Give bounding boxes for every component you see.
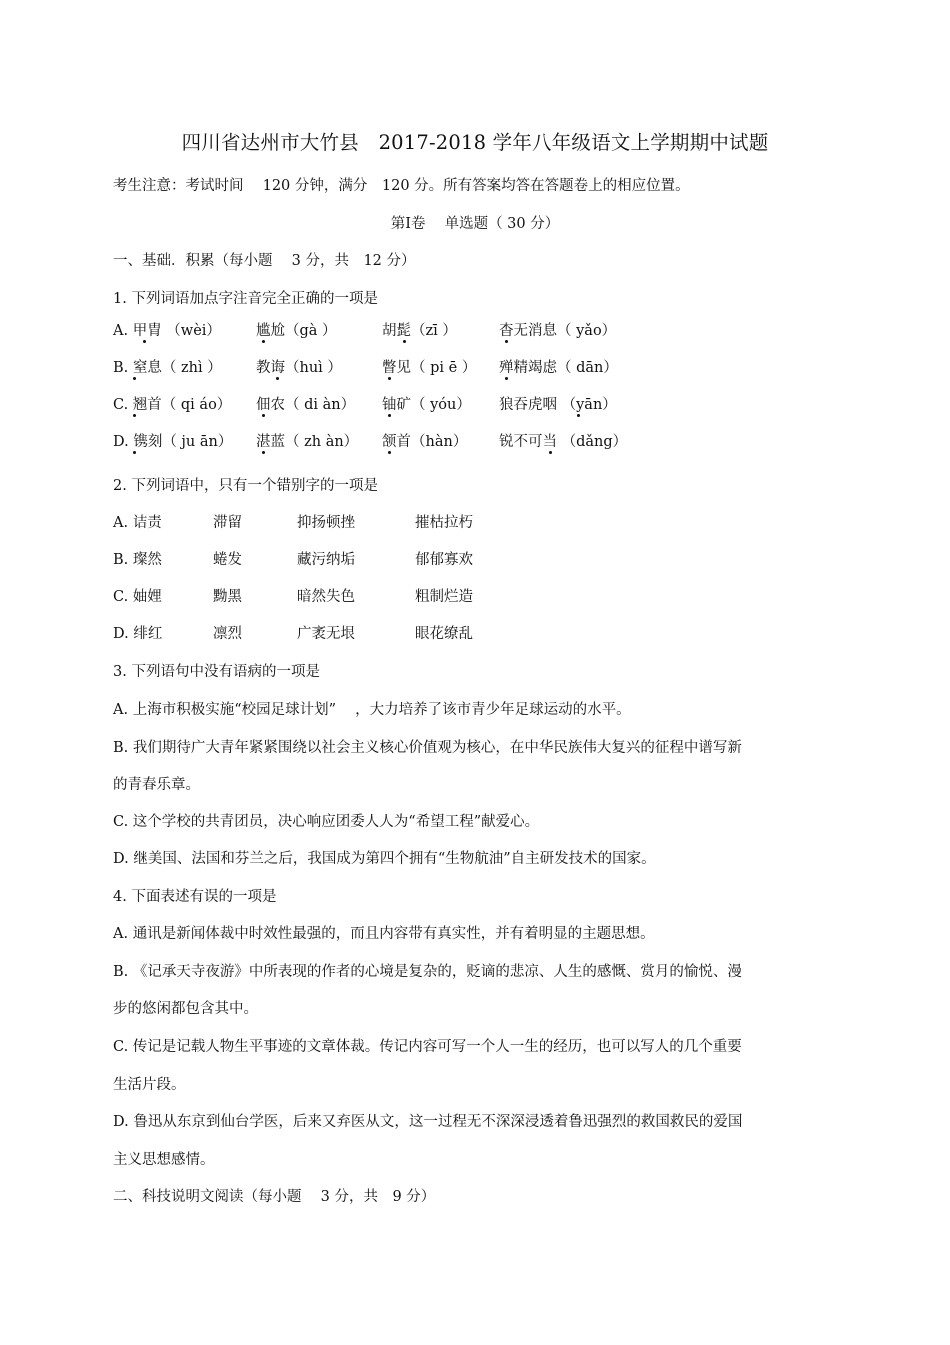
q1-b-word-4: 殚精竭虑（ dān） [499,360,618,376]
q1-a-word-4: 杳无消息（ yǎo） [499,323,617,339]
q2-b-word-1: B. 璨然 [113,552,162,568]
q2-d-word-4: 眼花缭乱 [415,626,473,642]
q1-stem: 1. 下列词语加点字注音完全正确的一项是 [113,291,378,307]
q1-d-word-4: 锐不可当 （dǎng） [499,434,628,450]
q2-a-word-2: 滞留 [213,515,242,531]
q2-a-word-1: A. 诘责 [113,515,162,531]
q2-option-c [113,585,833,607]
q1-b-word-1: B. 窒息（ zhì ） [113,360,222,376]
q1-a-word-2: 尴尬（gà ） [256,323,337,339]
q1-c-word-2: 佃农（ di àn） [256,397,356,413]
q2-stem: 2. 下列词语中，只有一个错别字的一项是 [113,478,378,494]
q4-option-c: C. 传记是记载人物生平事迹的文章体裁。传记内容可写一个人一生的经历，也可以写人的几个重要 [113,1039,742,1055]
section1-heading: 一、基础．积累（每小题 3 分，共 12 分） [113,253,416,269]
q1-b-word-2: 教诲（huì ） [256,360,342,376]
q1-c-word-4: 狼吞虎咽 （yān） [499,397,617,413]
exam-notice: 考生注意：考试时间 120 分钟，满分 120 分。所有答案均答在答题卷上的相应位置。 [113,178,690,194]
q3-option-c: C. 这个学校的共青团员，决心响应团委人人为“希望工程”献爱心。 [113,814,540,830]
q1-option-d [113,430,833,452]
q2-option-a [113,511,833,533]
q2-option-b [113,548,833,570]
q4-option-b: B. 《记承天寺夜游》中所表现的作者的心境是复杂的，贬谪的悲凉、人生的感慨、赏月的愉悦、漫 [113,964,742,980]
exam-title: 四川省达州市大竹县 2017-2018 学年八年级语文上学期期中试题 [181,131,769,154]
q1-d-word-3: 颔首（hàn） [382,434,468,450]
q4-option-a: A. 通讯是新闻体裁中时效性最强的，而且内容带有真实性，并有着明显的主题思想。 [113,926,655,942]
q1-option-a [113,319,833,341]
q1-option-b [113,356,833,378]
q3-stem: 3. 下列语句中没有语病的一项是 [113,664,320,680]
q2-b-word-3: 藏污纳垢 [297,552,355,568]
q1-b-word-3: 瞥见（ pi ē ） [382,360,477,376]
q2-b-word-4: 郁郁寡欢 [415,552,473,568]
q1-d-word-2: 湛蓝（ zh àn） [256,434,359,450]
q3-option-d: D. 继美国、法国和芬兰之后，我国成为第四个拥有“生物航油”自主研发技术的国家。 [113,851,656,867]
q4-stem: 4. 下面表述有误的一项是 [113,889,277,905]
q1-c-word-1: C. 翘首（ qi áo） [113,397,232,413]
q3-option-b-cont: 的青春乐章。 [113,777,200,793]
q2-c-word-3: 暗然失色 [297,589,355,605]
q2-d-word-2: 凛烈 [213,626,242,642]
q2-b-word-2: 蜷发 [213,552,242,568]
q2-a-word-3: 抑扬顿挫 [297,515,355,531]
q2-option-d [113,622,833,644]
q1-a-word-1: A. 甲胄 （wèi） [113,323,221,339]
q4-option-d: D. 鲁迅从东京到仙台学医，后来又弃医从文，这一过程无不深深浸透着鲁迅强烈的救国救民的爱国 [113,1114,743,1130]
q1-option-c [113,393,833,415]
q2-c-word-4: 粗制烂造 [415,589,473,605]
q4-option-c-cont: 生活片段。 [113,1077,186,1093]
q2-c-word-2: 黝黑 [213,589,242,605]
q1-a-word-3: 胡髭（zī ） [382,323,457,339]
q2-d-word-3: 广袤无垠 [297,626,355,642]
q3-option-b: B. 我们期待广大青年紧紧围绕以社会主义核心价值观为核心，在中华民族伟大复兴的征程中谱写新 [113,740,742,756]
q2-c-word-1: C. 妯娌 [113,589,162,605]
q3-option-a: A. 上海市积极实施“校园足球计划” ，大力培养了该市青少年足球运动的水平。 [113,702,631,718]
volume-heading: 第Ⅰ卷 单选题（ 30 分） [390,216,560,232]
q2-a-word-4: 摧枯拉朽 [415,515,473,531]
q4-option-b-cont: 步的悠闲都包含其中。 [113,1001,258,1017]
section2-heading: 二、科技说明文阅读（每小题 3 分，共 9 分） [113,1189,436,1205]
q2-d-word-1: D. 绯红 [113,626,163,642]
q1-d-word-1: D. 镌刻（ ju ān） [113,434,233,450]
q4-option-d-cont: 主义思想感情。 [113,1152,215,1168]
q1-c-word-3: 铀矿（ yóu） [382,397,471,413]
